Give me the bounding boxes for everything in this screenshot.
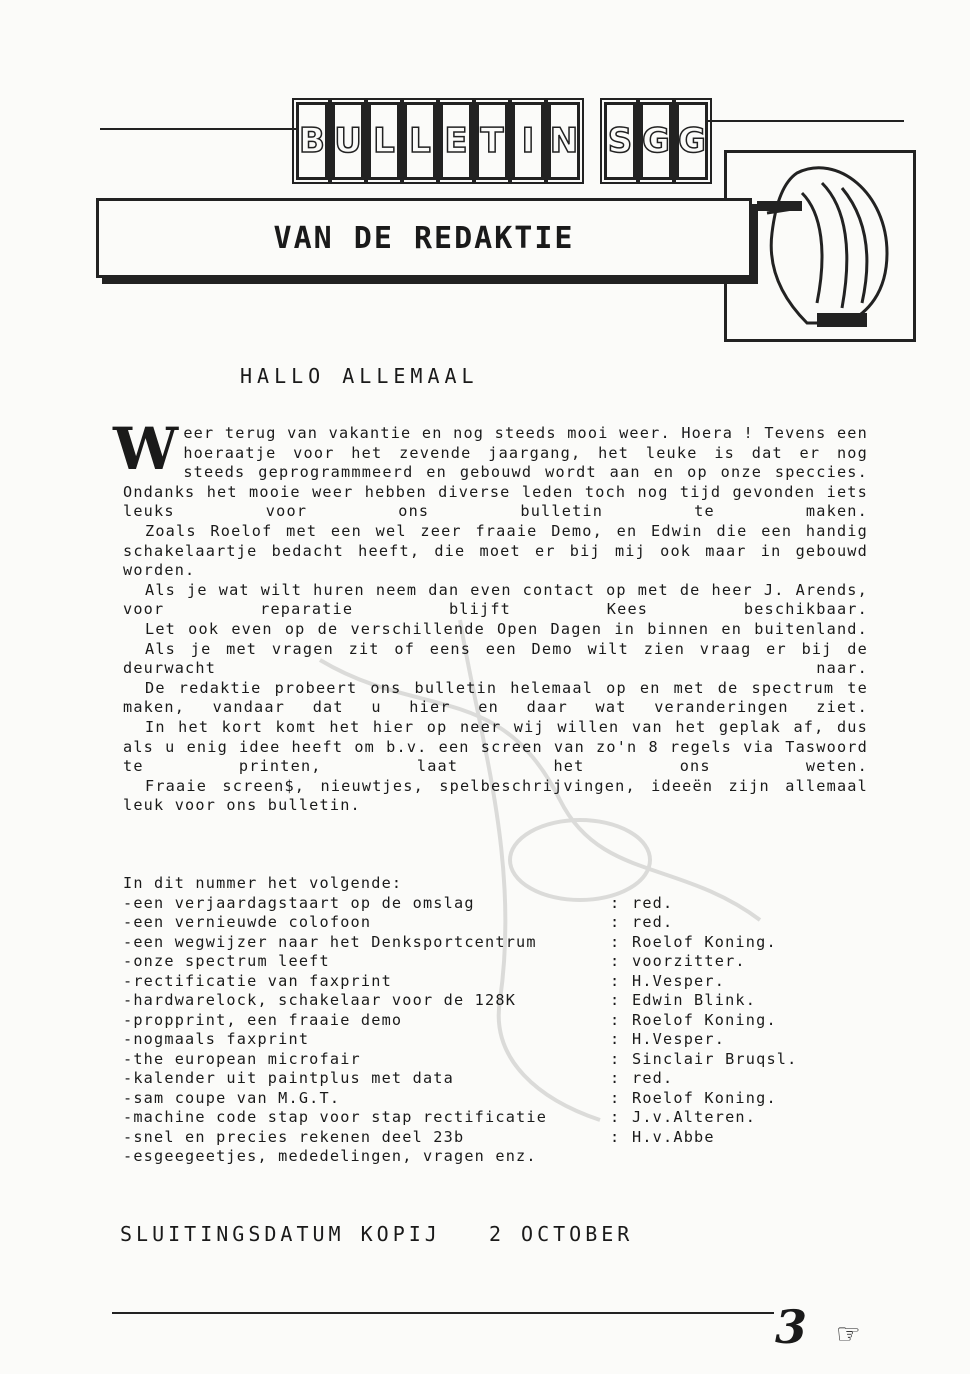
contents-item-author: Roelof Koning. bbox=[632, 1088, 777, 1107]
contents-separator: : bbox=[610, 1049, 621, 1068]
masthead-letter: L bbox=[368, 102, 400, 180]
paragraph: In het kort komt het hier op neer wij willen van het geplak af, dus als u enig idee heeft om b.v. een screen van zo'n 8 regels via Taswoord te printen, laat het ons weten. bbox=[123, 717, 868, 776]
header-rule-right bbox=[684, 120, 904, 122]
contents-item-author: Sinclair Bruqsl. bbox=[632, 1049, 798, 1068]
masthead-letter: U bbox=[332, 102, 364, 180]
contents-item-title: -nogmaals faxprint bbox=[123, 1030, 310, 1048]
contents-separator: : bbox=[610, 932, 621, 951]
contents-item-author: Roelof Koning. bbox=[632, 1010, 777, 1029]
contents-row bbox=[123, 913, 798, 933]
contents-separator: : bbox=[610, 1127, 621, 1146]
contents-item-author: Roelof Koning. bbox=[632, 932, 777, 951]
masthead bbox=[296, 102, 708, 180]
greeting-heading: HALLO ALLEMAAL bbox=[240, 364, 479, 388]
contents-item-author: red. bbox=[632, 893, 674, 912]
masthead-letter: G bbox=[676, 102, 708, 180]
contents-item-title: -machine code stap voor stap rectificatie bbox=[123, 1108, 548, 1126]
footer-rule bbox=[112, 1312, 774, 1314]
masthead-letter: B bbox=[296, 102, 328, 180]
contents-row bbox=[123, 952, 798, 972]
contents-item-title: -the european microfair bbox=[123, 1049, 361, 1068]
paragraph: Als je wat wilt huren neem dan even contact op met de heer J. Arends, voor reparatie blijft Kees beschikbaar. bbox=[123, 580, 868, 619]
contents-separator: : bbox=[610, 913, 621, 931]
contents-item-author: H.Vesper. bbox=[632, 971, 726, 990]
contents-row bbox=[123, 1128, 798, 1148]
contents-item-title: -een vernieuwde colofoon bbox=[123, 913, 372, 931]
drop-cap: W bbox=[113, 415, 180, 483]
contents-row bbox=[123, 1089, 798, 1109]
contents-row bbox=[123, 1050, 798, 1070]
masthead-letter: E bbox=[440, 102, 472, 180]
contents-row bbox=[123, 894, 798, 914]
paragraph: Fraaie screen$, nieuwtjes, spelbeschrijvingen, ideeën zijn allemaal leuk voor ons bulletin. bbox=[123, 776, 868, 815]
contents-item-author: Edwin Blink. bbox=[632, 991, 757, 1009]
paragraph bbox=[113, 415, 868, 522]
contents-item-title: -een verjaardagstaart op de omslag bbox=[123, 893, 475, 912]
contents-list bbox=[123, 874, 798, 1167]
contents-separator: : bbox=[610, 991, 621, 1009]
contents-row bbox=[123, 991, 798, 1011]
contents-row bbox=[123, 972, 798, 992]
page-number: 3 bbox=[775, 1300, 808, 1354]
paragraph-text: eer terug van vakantie en nog steeds mooi weer. Hoera ! Tevens een hoeraatje voor het zevende jaargang, het leuke is dat er nog steeds geprogrammmeerd en gebouwd wordt aan en op onze speccies. Ondanks het mooie weer hebben diverse leden toch nog tijd gevonden iets leuks voor ons bulletin te maken. bbox=[123, 424, 868, 521]
contents-item-title: -propprint, een fraaie demo bbox=[123, 1010, 403, 1029]
contents-separator: : bbox=[610, 1088, 621, 1107]
contents-item-title: -rectificatie van faxprint bbox=[123, 971, 392, 990]
contents-item-author: red. bbox=[632, 1069, 674, 1087]
contents-row bbox=[123, 933, 798, 953]
masthead-letter: S bbox=[604, 102, 636, 180]
section-title-box bbox=[96, 198, 752, 278]
paragraph: Let ook even op de verschillende Open Dagen in binnen en buitenland. bbox=[145, 619, 868, 638]
paragraph: De redaktie probeert ons bulletin helemaal op en met de spectrum te maken, vandaar dat u hier en daar wat veranderingen ziet. bbox=[123, 678, 868, 717]
contents-row bbox=[123, 1147, 798, 1167]
contents-item-title: -onze spectrum leeft bbox=[123, 952, 330, 970]
pointing-hand-icon: ☞ bbox=[838, 1314, 859, 1354]
contents-heading: In dit nummer het volgende: bbox=[123, 874, 403, 892]
contents-item-author: voorzitter. bbox=[632, 952, 746, 970]
masthead-letter: T bbox=[476, 102, 508, 180]
contents-item-author: red. bbox=[632, 913, 674, 931]
contents-row bbox=[123, 1011, 798, 1031]
masthead-letter: G bbox=[640, 102, 672, 180]
contents-separator: : bbox=[610, 952, 621, 970]
contents-item-author: J.v.Alteren. bbox=[632, 1108, 757, 1126]
contents-separator: : bbox=[610, 893, 621, 912]
section-title: VAN DE REDAKTIE bbox=[273, 220, 575, 256]
hand-with-pencil-icon bbox=[727, 153, 907, 333]
contents-row bbox=[123, 1069, 798, 1089]
contents-separator: : bbox=[610, 1069, 621, 1087]
contents-item-title: -esgeegeetjes, mededelingen, vragen enz. bbox=[123, 1147, 537, 1165]
contents-item-author: H.Vesper. bbox=[632, 1030, 726, 1048]
masthead-letter: N bbox=[548, 102, 580, 180]
contents-item-author: H.v.Abbe bbox=[632, 1127, 715, 1146]
masthead-letter: I bbox=[512, 102, 544, 180]
contents-separator: : bbox=[610, 1108, 621, 1126]
illustration-box bbox=[724, 150, 916, 342]
masthead-letter: L bbox=[404, 102, 436, 180]
header-rule-left bbox=[100, 128, 296, 130]
editorial-body bbox=[113, 415, 868, 816]
contents-row bbox=[123, 1030, 798, 1050]
copy-deadline: SLUITINGSDATUM KOPIJ 2 OCTOBER bbox=[120, 1222, 634, 1246]
contents-separator: : bbox=[610, 1010, 621, 1029]
contents-separator: : bbox=[610, 1030, 621, 1048]
contents-item-title: -snel en precies rekenen deel 23b bbox=[123, 1127, 465, 1146]
contents-item-title: -hardwarelock, schakelaar voor de 128K bbox=[123, 991, 517, 1009]
contents-row bbox=[123, 1108, 798, 1128]
paragraph: Zoals Roelof met een wel zeer fraaie Demo, en Edwin die een handig schakelaartje bedacht heeft, die moet er bij mij ook maar in gebouwd worden. bbox=[123, 521, 868, 580]
contents-item-title: -kalender uit paintplus met data bbox=[123, 1069, 454, 1087]
contents-item-title: -sam coupe van M.G.T. bbox=[123, 1088, 341, 1107]
paragraph: Als je met vragen zit of eens een Demo wilt zien vraag er bij de deurwacht naar. bbox=[123, 639, 868, 678]
contents-separator: : bbox=[610, 971, 621, 990]
contents-item-title: -een wegwijzer naar het Denksportcentrum bbox=[123, 932, 537, 951]
